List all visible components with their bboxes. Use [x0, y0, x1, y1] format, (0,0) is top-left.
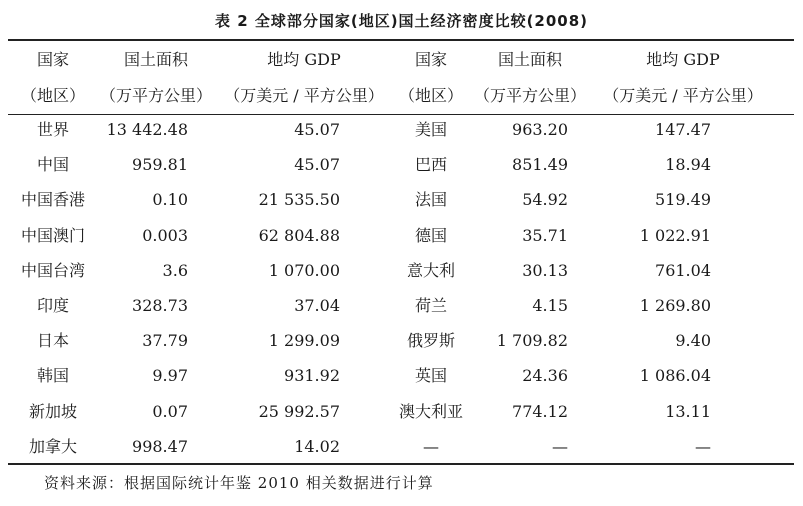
country-cell: — [423, 436, 439, 456]
gdp-cell: 1 269.80 [639, 296, 711, 315]
country-cell: 美国 [414, 120, 447, 139]
area-cell: 4.15 [532, 296, 568, 315]
area-cell: 37.79 [142, 331, 188, 351]
country-cell: 中国澳门 [20, 225, 85, 245]
country-cell: 法国 [414, 190, 447, 210]
gdp-cell: 931.92 [284, 366, 340, 386]
country-cell: 澳大利亚 [398, 401, 463, 421]
gdp-cell: 1 299.09 [268, 331, 340, 351]
gdp-cell: 761.04 [655, 260, 711, 280]
table-title: 表 2 全球部分国家(地区)国土经济密度比较(2008) [214, 12, 589, 30]
area-cell: 328.73 [132, 296, 188, 315]
gdp-cell: 13.11 [665, 401, 711, 421]
gdp-cell: 62 804.88 [258, 225, 340, 245]
country-cell: 意大利 [406, 260, 455, 280]
gdp-cell: 18.94 [665, 155, 711, 175]
country-cell: 巴西 [414, 155, 447, 175]
gdp-cell: 21 535.50 [258, 190, 340, 210]
area-header-sub: （万平方公里） [99, 86, 212, 105]
source-note: 资料来源：根据国际统计年鉴 2010 相关数据进行计算 [44, 474, 434, 492]
country-header: 国家 [36, 50, 69, 69]
gdp-header-sub: （万美元 / 平方公里） [603, 86, 763, 105]
area-cell: 35.71 [522, 225, 568, 245]
area-cell: 3.6 [162, 260, 188, 280]
area-cell: 0.07 [152, 401, 188, 421]
country-cell: 英国 [414, 366, 447, 386]
gdp-header-sub: （万美元 / 平方公里） [224, 86, 384, 105]
gdp-cell: 1 086.04 [639, 366, 711, 386]
area-cell: 24.36 [522, 366, 568, 386]
gdp-header: 地均 GDP [646, 50, 720, 69]
gdp-cell: 37.04 [294, 296, 340, 315]
gdp-cell: 147.47 [655, 120, 711, 139]
area-cell: 963.20 [512, 120, 568, 139]
gdp-cell: 25 992.57 [258, 401, 340, 421]
area-cell: 998.47 [132, 436, 188, 456]
country-header: 国家 [414, 50, 447, 69]
area-cell: 0.10 [152, 190, 188, 210]
header-rule [8, 114, 794, 115]
gdp-cell: 45.07 [294, 155, 340, 175]
country-cell: 德国 [414, 225, 447, 245]
country-cell: 韩国 [36, 366, 69, 386]
country-cell: 中国 [36, 155, 69, 175]
gdp-cell: 1 070.00 [268, 260, 340, 280]
gdp-header: 地均 GDP [267, 50, 341, 69]
country-cell: 加拿大 [28, 436, 77, 456]
country-cell: 俄罗斯 [406, 331, 455, 351]
country-cell: 日本 [36, 331, 69, 351]
country-cell: 世界 [36, 120, 69, 139]
country-cell: 中国台湾 [20, 260, 85, 280]
gdp-cell: 45.07 [294, 120, 340, 139]
gdp-cell: 519.49 [655, 190, 711, 210]
country-header-sub: （地区） [398, 86, 463, 105]
country-cell: 印度 [36, 296, 69, 315]
top-rule [8, 39, 794, 41]
area-cell: — [552, 436, 568, 456]
area-header: 国土面积 [123, 50, 188, 69]
area-cell: 13 442.48 [106, 120, 188, 139]
area-cell: 0.003 [142, 225, 188, 245]
gdp-cell: 14.02 [294, 436, 340, 456]
area-cell: 30.13 [522, 260, 568, 280]
area-cell: 959.81 [132, 155, 188, 175]
area-cell: 54.92 [522, 190, 568, 210]
area-cell: 851.49 [512, 155, 568, 175]
gdp-cell: — [695, 436, 711, 456]
area-cell: 1 709.82 [496, 331, 568, 351]
area-header-sub: （万平方公里） [473, 86, 586, 105]
gdp-cell: 9.40 [675, 331, 711, 351]
country-header-sub: （地区） [20, 86, 85, 105]
country-cell: 荷兰 [414, 296, 447, 315]
gdp-cell: 1 022.91 [639, 225, 711, 245]
area-cell: 774.12 [512, 401, 568, 421]
country-cell: 新加坡 [28, 401, 77, 421]
area-cell: 9.97 [152, 366, 188, 386]
country-cell: 中国香港 [20, 190, 85, 210]
area-header: 国土面积 [497, 50, 562, 69]
bottom-rule [8, 463, 794, 465]
